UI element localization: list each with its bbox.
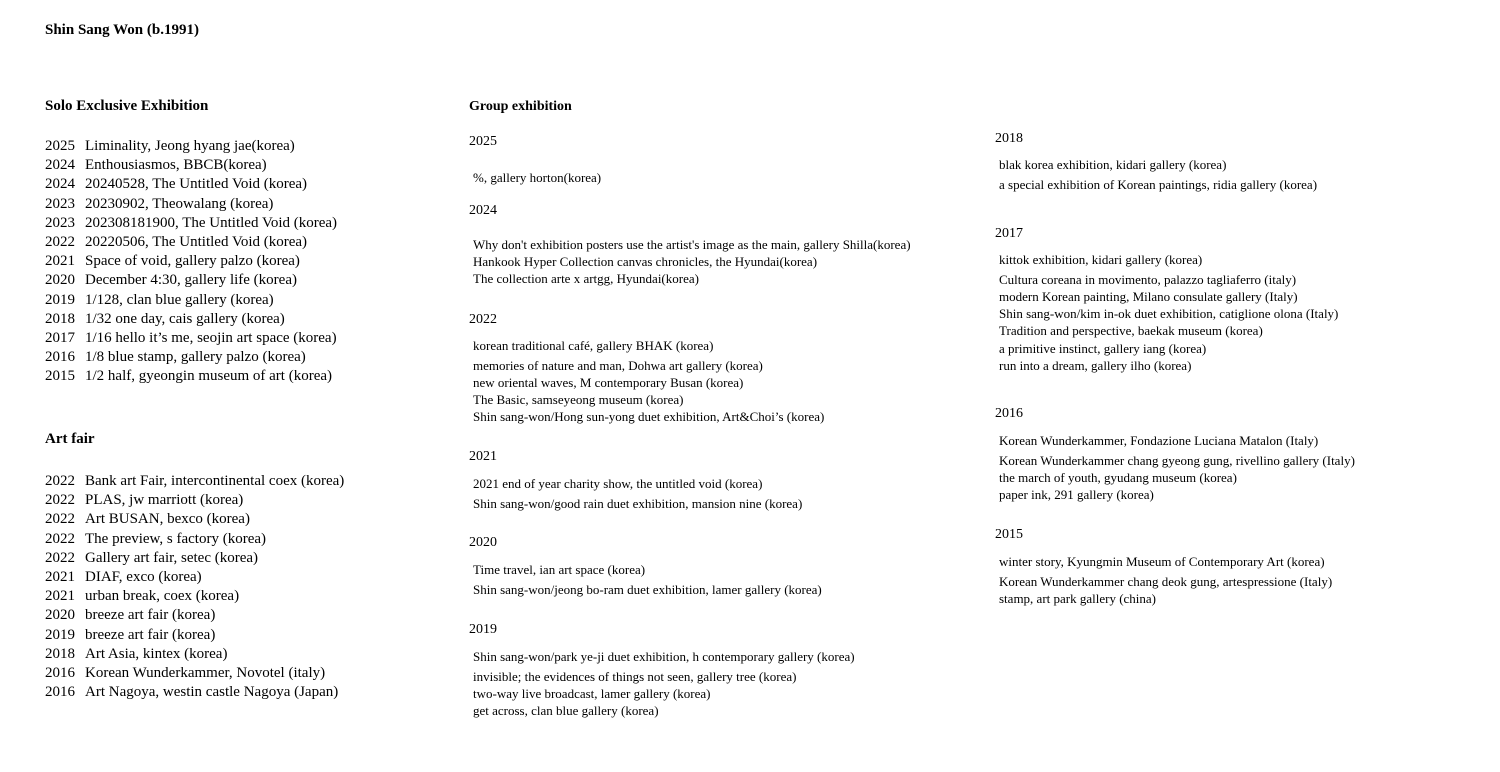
list-item: 2022 20220506, The Untitled Void (korea) [45,234,308,251]
list-item: Shin sang-won/park ye-ji duet exhibition, h contemporary gallery (korea) [473,649,855,664]
list-item: 2023 202308181900, The Untitled Void (korea) [45,214,338,231]
list-item: Korean Wunderkammer chang deok gung, artespressione (Italy) [999,573,1333,589]
list-item: Time travel, ian art space (korea) [473,562,646,577]
list-item: Korean Wunderkammer, Fondazione Luciana Matalon (Italy) [999,433,1319,448]
list-item: kittok exhibition, kidari gallery (korea) [999,252,1203,267]
group-entries-2025 [473,169,601,189]
list-item: Korean Wunderkammer chang gyeong gung, rivellino gallery (Italy) [999,452,1355,468]
list-item: 2021 urban break, coex (korea) [45,588,240,605]
group-entries-2015 [999,553,1332,607]
group-year-2020: 2020 [469,535,497,550]
list-item: 2022 Art BUSAN, bexco (korea) [45,511,250,528]
list-item: 2017 1/16 hello it’s me, seojin art space (korea) [45,330,337,347]
list-item: modern Korean painting, Milano consulate gallery (Italy) [999,288,1298,304]
list-item: 2018 1/32 one day, cais gallery (korea) [45,310,285,327]
list-item: 2021 Space of void, gallery palzo (korea) [45,253,300,270]
list-item: Tradition and perspective, baekak museum (korea) [999,323,1263,339]
list-item: 2024 20240528, The Untitled Void (korea) [45,176,308,193]
list-item: get across, clan blue gallery (korea) [473,703,659,719]
list-item: Cultura coreana in movimento, palazzo tagliaferro (italy) [999,271,1297,287]
list-item: The Basic, samseyeong museum (korea) [473,392,684,408]
group-year-2019: 2019 [469,622,497,637]
list-item: 2019 breeze art fair (korea) [45,626,216,643]
group-entries-2021 [473,475,802,512]
list-item: Shin sang-won/jeong bo-ram duet exhibition, lamer gallery (korea) [473,581,822,597]
list-item: a special exhibition of Korean paintings, ridia gallery (korea) [999,176,1318,192]
list-item: winter story, Kyungmin Museum of Contemporary Art (korea) [999,554,1325,569]
list-item: 2016 1/8 blue stamp, gallery palzo (korea) [45,349,306,366]
group-year-2022: 2022 [469,312,497,327]
group-year-2021: 2021 [469,449,497,464]
solo-title-word: Solo [45,98,73,114]
list-item: 2022 The preview, s factory (korea) [45,530,267,547]
list-item: 2022 Bank art Fair, intercontinental coex (korea) [45,473,345,489]
artist-name: Shin Sang Won (b.1991) [45,22,199,38]
list-item: stamp, art park gallery (china) [999,590,1157,606]
list-item: paper ink, 291 gallery (korea) [999,487,1154,503]
group-exhibition-title: Group exhibition [469,99,572,114]
group-entries-2016 [999,432,1355,503]
solo-title-exclusive: Exclusive [76,98,138,114]
list-item: a primitive instinct, gallery iang (korea) [999,340,1207,356]
group-year-2017: 2017 [995,226,1023,241]
list-item: 2023 20230902, Theowalang (korea) [45,195,274,212]
art-fair-list [45,472,344,702]
list-item: 2016 Art Nagoya, westin castle Nagoya (Japan) [45,684,339,701]
list-item: korean traditional café, gallery BHAK (korea) [473,338,714,353]
list-item: 2025 Liminality, Jeong hyang jae(korea) [45,138,295,154]
solo-exhibition-list [45,137,337,387]
art-fair-title: Art fair [45,431,95,447]
group-entries-2024 [473,236,911,288]
list-item: The collection arte x artgg, Hyundai(korea) [473,271,699,287]
list-item: memories of nature and man, Dohwa art gallery (korea) [473,357,763,373]
list-item: Hankook Hyper Collection canvas chronicles, the Hyundai(korea) [473,254,818,270]
list-item: two-way live broadcast, lamer gallery (korea) [473,685,711,701]
list-item: blak korea exhibition, kidari gallery (korea) [999,157,1227,172]
solo-title-exhibition: Exhibition [140,98,209,114]
list-item: 2018 Art Asia, kintex (korea) [45,645,228,662]
group-entries-2022 [473,337,824,426]
list-item: %, gallery horton(korea) [473,170,602,185]
list-item: Shin sang-won/kim in-ok duet exhibition, catiglione olona (Italy) [999,306,1339,322]
group-entries-2018 [999,156,1317,193]
list-item: 2020 breeze art fair (korea) [45,607,216,624]
list-item: the march of youth, gyudang museum (korea) [999,469,1237,485]
group-year-2015: 2015 [995,527,1023,542]
list-item: invisible; the evidences of things not seen, gallery tree (korea) [473,668,797,684]
list-item: 2021 end of year charity show, the untitled void (korea) [473,476,763,491]
list-item: run into a dream, gallery ilho (korea) [999,357,1192,373]
list-item: Shin sang-won/good rain duet exhibition, mansion nine (korea) [473,495,803,511]
list-item: 2020 December 4:30, gallery life (korea) [45,272,297,289]
list-item: 2015 1/2 half, gyeongin museum of art (korea) [45,368,333,385]
list-item: new oriental waves, M contemporary Busan (korea) [473,374,744,390]
solo-exhibition-title [45,98,208,115]
group-entries-2017 [999,251,1338,374]
list-item: 2016 Korean Wunderkammer, Novotel (italy) [45,665,326,682]
list-item: 2024 Enthousiasmos, BBCB(korea) [45,157,267,174]
group-entries-2019 [473,648,855,719]
list-item: 2022 PLAS, jw marriott (korea) [45,492,244,509]
group-year-2018: 2018 [995,131,1023,146]
group-year-2016: 2016 [995,406,1023,421]
group-year-2025: 2025 [469,134,497,149]
group-year-2024: 2024 [469,203,497,218]
list-item: 2022 Gallery art fair, setec (korea) [45,549,259,566]
list-item: Why don't exhibition posters use the artist's image as the main, gallery Shilla(korea) [473,237,911,252]
list-item: 2021 DIAF, exco (korea) [45,569,202,586]
list-item: 2019 1/128, clan blue gallery (korea) [45,291,274,308]
list-item: Shin sang-won/Hong sun-yong duet exhibition, Art&Choi’s (korea) [473,409,825,425]
group-entries-2020 [473,561,822,598]
